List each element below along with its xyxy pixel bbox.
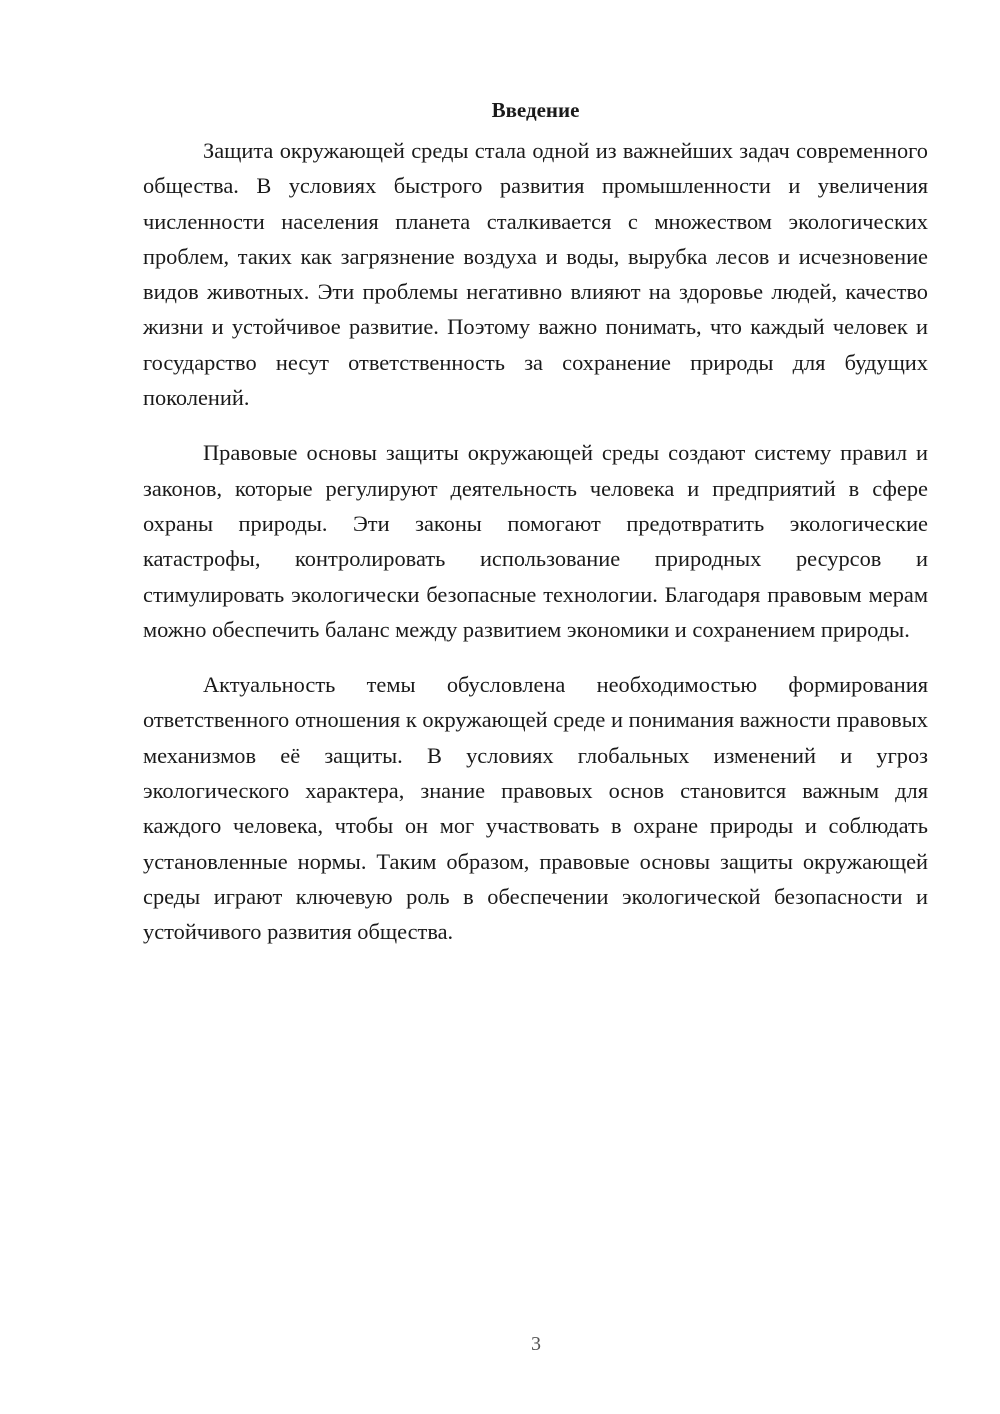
page-number: 3 bbox=[531, 1333, 541, 1355]
section-heading: Введение bbox=[491, 98, 580, 122]
paragraph-1: Защита окружающей среды стала одной из важнейших задач современного общества. В условиях быстрого развития промышленности и увеличения численности населения планета сталкивается с множеством экологических проблем, таких как загрязнение воздуха и воды, вырубка лесов и исчезновение видов животных. Эти проблемы негативно влияют на здоровье людей, качество жизни и устойчивое развитие. Поэтому важно понимать, что каждый человек и государство несут ответственность за сохранение природы для будущих поколений. bbox=[143, 138, 928, 411]
paragraph-3: Актуальность темы обусловлена необходимостью формирования ответственного отношения к окружающей среде и понимания важности правовых механизмов её защиты. В условиях глобальных изменений и угроз экологического характера, знание правовых основ становится важным для каждого человека, чтобы он мог участвовать в охране природы и соблюдать установленные нормы. Таким образом, правовые основы защиты окружающей среды играют ключевую роль в обеспечении экологической безопасности и устойчивого развития общества. bbox=[143, 672, 928, 945]
paragraph-2: Правовые основы защиты окружающей среды создают систему правил и законов, которые регулируют деятельность человека и предприятий в сфере охраны природы. Эти законы помогают предотвратить экологические катастрофы, контролировать использование природных ресурсов и стимулировать экологически безопасные технологии. Благодаря правовым мерам можно обеспечить баланс между развитием экономики и сохранением природы. bbox=[143, 440, 928, 642]
page-content bbox=[143, 95, 928, 970]
